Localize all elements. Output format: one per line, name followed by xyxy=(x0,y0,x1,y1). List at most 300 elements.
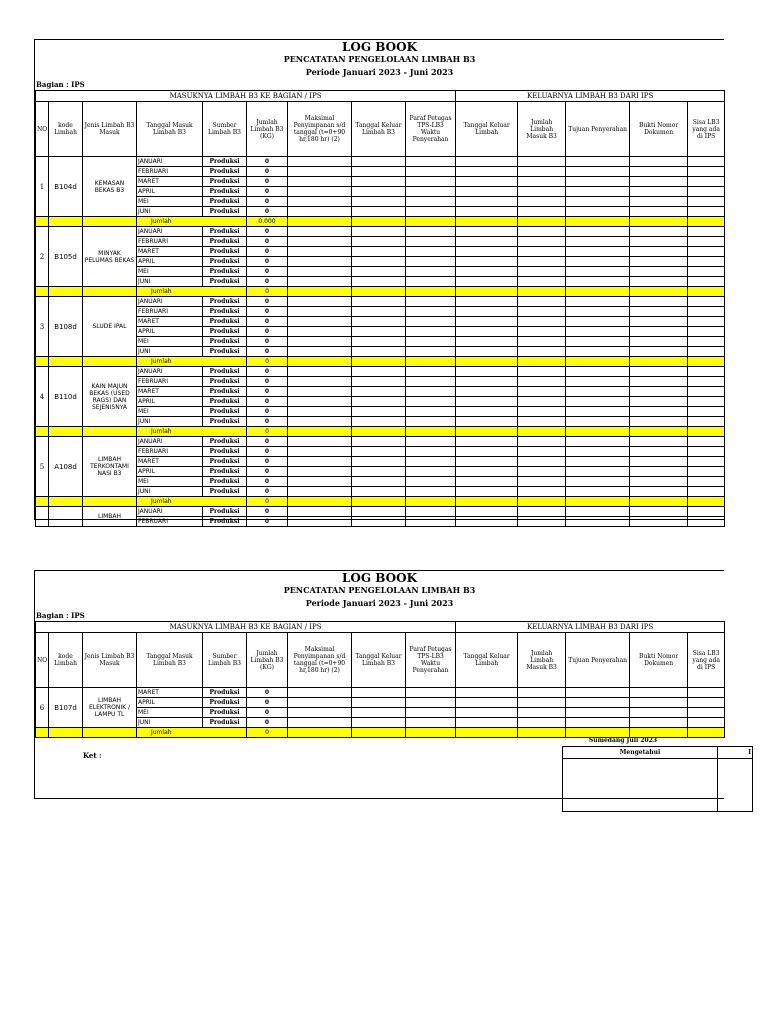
empty-cell xyxy=(352,247,406,257)
empty-cell xyxy=(456,337,518,347)
empty-cell xyxy=(83,427,137,437)
empty-cell xyxy=(518,437,566,447)
empty-cell xyxy=(456,287,518,297)
empty-cell xyxy=(518,377,566,387)
empty-cell xyxy=(456,197,518,207)
empty-cell xyxy=(406,287,456,297)
empty-cell xyxy=(456,698,518,708)
table-row xyxy=(36,157,725,167)
empty-cell xyxy=(566,257,630,267)
empty-cell xyxy=(288,347,352,357)
total-row xyxy=(36,217,725,227)
empty-cell xyxy=(456,377,518,387)
empty-cell xyxy=(352,347,406,357)
empty-cell xyxy=(406,297,456,307)
column-header: kode Limbah xyxy=(49,633,83,688)
empty-cell xyxy=(518,397,566,407)
source-cell: Produksi xyxy=(203,377,247,387)
empty-cell xyxy=(566,387,630,397)
empty-cell xyxy=(630,367,688,377)
quantity-cell: 0 xyxy=(247,167,288,177)
empty-cell xyxy=(456,507,518,517)
empty-cell xyxy=(688,708,725,718)
total-label: Jumlah xyxy=(137,217,247,227)
month-cell: FEBRUARI xyxy=(137,237,203,247)
empty-cell xyxy=(456,157,518,167)
empty-cell xyxy=(518,307,566,317)
table-row xyxy=(36,507,725,517)
empty-cell xyxy=(566,217,630,227)
empty-cell xyxy=(518,387,566,397)
table-row xyxy=(36,277,725,287)
empty-cell xyxy=(630,457,688,467)
source-cell: Produksi xyxy=(203,477,247,487)
table-row xyxy=(36,327,725,337)
empty-cell xyxy=(406,487,456,497)
source-cell: Produksi xyxy=(203,397,247,407)
group-in-header: MASUKNYA LIMBAH B3 KE BAGIAN / IPS xyxy=(36,91,456,102)
source-cell: Produksi xyxy=(203,467,247,477)
month-cell: FEBRUARI xyxy=(137,447,203,457)
item-number: 6 xyxy=(36,688,49,728)
column-header-row xyxy=(36,102,725,157)
empty-cell xyxy=(288,257,352,267)
empty-cell xyxy=(688,357,725,367)
empty-cell xyxy=(566,327,630,337)
waste-type: LIMBAH xyxy=(83,507,137,527)
empty-cell xyxy=(566,197,630,207)
empty-cell xyxy=(688,698,725,708)
month-cell: MEI xyxy=(137,197,203,207)
quantity-cell: 0 xyxy=(247,247,288,257)
quantity-cell: 0 xyxy=(247,157,288,167)
source-cell: Produksi xyxy=(203,367,247,377)
empty-cell xyxy=(456,167,518,177)
empty-cell xyxy=(352,287,406,297)
empty-cell xyxy=(566,497,630,507)
empty-cell xyxy=(406,728,456,738)
empty-cell xyxy=(518,507,566,517)
empty-cell xyxy=(406,267,456,277)
empty-cell xyxy=(456,447,518,457)
source-cell: Produksi xyxy=(203,447,247,457)
waste-code: B108d xyxy=(49,297,83,357)
empty-cell xyxy=(456,207,518,217)
column-header: Tanggal Keluar Limbah B3 xyxy=(352,102,406,157)
empty-cell xyxy=(566,708,630,718)
empty-cell xyxy=(352,507,406,517)
month-cell: JANUARI xyxy=(137,507,203,517)
empty-cell xyxy=(630,337,688,347)
empty-cell xyxy=(566,397,630,407)
empty-cell xyxy=(518,517,566,527)
month-cell: MARET xyxy=(137,457,203,467)
table-row xyxy=(36,317,725,327)
empty-cell xyxy=(352,477,406,487)
quantity-cell: 0 xyxy=(247,517,288,527)
empty-cell xyxy=(288,417,352,427)
empty-cell xyxy=(406,307,456,317)
empty-cell xyxy=(566,427,630,437)
waste-code: A108d xyxy=(49,437,83,497)
empty-cell xyxy=(49,217,83,227)
empty-cell xyxy=(288,197,352,207)
empty-cell xyxy=(518,367,566,377)
empty-cell xyxy=(352,237,406,247)
source-cell: Produksi xyxy=(203,698,247,708)
empty-cell xyxy=(630,227,688,237)
empty-cell xyxy=(630,417,688,427)
empty-cell xyxy=(518,157,566,167)
empty-cell xyxy=(566,688,630,698)
empty-cell xyxy=(456,317,518,327)
empty-cell xyxy=(456,497,518,507)
empty-cell xyxy=(288,157,352,167)
empty-cell xyxy=(688,417,725,427)
empty-cell xyxy=(518,227,566,237)
empty-cell xyxy=(352,207,406,217)
empty-cell xyxy=(406,277,456,287)
table-row xyxy=(36,267,725,277)
empty-cell xyxy=(688,197,725,207)
group-out-header: KELUARNYA LIMBAH B3 DARI IPS xyxy=(456,622,725,633)
empty-cell xyxy=(566,507,630,517)
item-number: 1 xyxy=(36,157,49,217)
column-header: Tanggal Masuk Limbah B3 xyxy=(137,633,203,688)
empty-cell xyxy=(406,457,456,467)
empty-cell xyxy=(288,237,352,247)
empty-cell xyxy=(406,477,456,487)
empty-cell xyxy=(456,397,518,407)
column-header: Jumlah Limbah Masuk B3 xyxy=(518,102,566,157)
empty-cell xyxy=(566,417,630,427)
empty-cell xyxy=(630,167,688,177)
table-row xyxy=(36,377,725,387)
empty-cell xyxy=(566,447,630,457)
logbook-title: LOG BOOK xyxy=(341,571,418,585)
empty-cell xyxy=(518,257,566,267)
empty-cell xyxy=(518,427,566,437)
empty-cell xyxy=(406,227,456,237)
empty-cell xyxy=(518,728,566,738)
empty-cell xyxy=(406,708,456,718)
month-cell: MARET xyxy=(137,387,203,397)
source-cell: Produksi xyxy=(203,257,247,267)
empty-cell xyxy=(518,457,566,467)
empty-cell xyxy=(688,718,725,728)
table-row xyxy=(36,177,725,187)
empty-cell xyxy=(352,307,406,317)
logbook-table xyxy=(35,621,725,738)
column-header-row xyxy=(36,633,725,688)
waste-code: B107d xyxy=(49,688,83,728)
quantity-cell: 0 xyxy=(247,437,288,447)
table-row xyxy=(36,187,725,197)
empty-cell xyxy=(518,337,566,347)
empty-cell xyxy=(688,207,725,217)
empty-cell xyxy=(352,227,406,237)
empty-cell xyxy=(352,467,406,477)
empty-cell xyxy=(352,407,406,417)
empty-cell xyxy=(406,447,456,457)
waste-code: B105d xyxy=(49,227,83,287)
empty-cell xyxy=(688,297,725,307)
table-row xyxy=(36,247,725,257)
empty-cell xyxy=(566,177,630,187)
empty-cell xyxy=(518,357,566,367)
sign-box xyxy=(718,759,753,812)
column-header: Jumlah Limbah Masuk B3 xyxy=(518,633,566,688)
column-header: Sisa LB3 yang ada di IPS xyxy=(688,102,725,157)
empty-cell xyxy=(566,247,630,257)
empty-cell xyxy=(630,217,688,227)
empty-cell xyxy=(288,698,352,708)
empty-cell xyxy=(566,307,630,317)
empty-cell xyxy=(518,197,566,207)
empty-cell xyxy=(406,317,456,327)
empty-cell xyxy=(406,397,456,407)
empty-cell xyxy=(456,457,518,467)
empty-cell xyxy=(288,327,352,337)
empty-cell xyxy=(688,267,725,277)
item-number xyxy=(36,507,49,527)
empty-cell xyxy=(49,357,83,367)
table-row xyxy=(36,487,725,497)
empty-cell xyxy=(688,367,725,377)
empty-cell xyxy=(566,437,630,447)
empty-cell xyxy=(688,227,725,237)
quantity-cell: 0 xyxy=(247,347,288,357)
empty-cell xyxy=(352,487,406,497)
empty-cell xyxy=(566,317,630,327)
empty-cell xyxy=(630,437,688,447)
column-header: Tanggal Keluar Limbah xyxy=(456,633,518,688)
empty-cell xyxy=(456,187,518,197)
empty-cell xyxy=(566,337,630,347)
table-row xyxy=(36,307,725,317)
empty-cell xyxy=(688,237,725,247)
empty-cell xyxy=(36,357,49,367)
empty-cell xyxy=(49,287,83,297)
empty-cell xyxy=(406,217,456,227)
empty-cell xyxy=(288,317,352,327)
empty-cell xyxy=(352,267,406,277)
empty-cell xyxy=(688,437,725,447)
empty-cell xyxy=(352,357,406,367)
total-row xyxy=(36,357,725,367)
empty-cell xyxy=(352,437,406,447)
empty-cell xyxy=(566,287,630,297)
empty-cell xyxy=(288,497,352,507)
empty-cell xyxy=(288,247,352,257)
month-cell: APRIL xyxy=(137,327,203,337)
empty-cell xyxy=(630,718,688,728)
logbook-table xyxy=(35,90,725,527)
empty-cell xyxy=(406,157,456,167)
empty-cell xyxy=(630,317,688,327)
empty-cell xyxy=(83,728,137,738)
source-cell: Produksi xyxy=(203,417,247,427)
empty-cell xyxy=(688,427,725,437)
month-cell: APRIL xyxy=(137,257,203,267)
table-row xyxy=(36,708,725,718)
empty-cell xyxy=(456,347,518,357)
empty-cell xyxy=(352,327,406,337)
empty-cell xyxy=(456,487,518,497)
empty-cell xyxy=(688,447,725,457)
empty-cell xyxy=(688,287,725,297)
empty-cell xyxy=(518,497,566,507)
source-cell: Produksi xyxy=(203,167,247,177)
sign-label-2: I xyxy=(718,747,753,759)
empty-cell xyxy=(456,417,518,427)
empty-cell xyxy=(288,267,352,277)
item-number: 5 xyxy=(36,437,49,497)
source-cell: Produksi xyxy=(203,197,247,207)
table-row xyxy=(36,437,725,447)
empty-cell xyxy=(688,497,725,507)
empty-cell xyxy=(352,217,406,227)
empty-cell xyxy=(630,327,688,337)
empty-cell xyxy=(630,477,688,487)
empty-cell xyxy=(456,407,518,417)
empty-cell xyxy=(566,347,630,357)
empty-cell xyxy=(352,417,406,427)
empty-cell xyxy=(288,207,352,217)
empty-cell xyxy=(352,718,406,728)
table-row xyxy=(36,227,725,237)
month-cell: FEBRUARI xyxy=(137,167,203,177)
empty-cell xyxy=(688,247,725,257)
empty-cell xyxy=(630,447,688,457)
empty-cell xyxy=(352,277,406,287)
table-row xyxy=(36,688,725,698)
waste-type: LIMBAH TERKONTAMI NASI B3 xyxy=(83,437,137,497)
month-cell: JANUARI xyxy=(137,227,203,237)
empty-cell xyxy=(406,407,456,417)
source-cell: Produksi xyxy=(203,187,247,197)
empty-cell xyxy=(49,427,83,437)
source-cell: Produksi xyxy=(203,407,247,417)
empty-cell xyxy=(456,517,518,527)
total-row xyxy=(36,497,725,507)
quantity-cell: 0 xyxy=(247,387,288,397)
quantity-cell: 0 xyxy=(247,457,288,467)
empty-cell xyxy=(288,337,352,347)
empty-cell xyxy=(288,437,352,447)
empty-cell xyxy=(688,517,725,527)
month-cell: MARET xyxy=(137,317,203,327)
sign-label: Mengetahui xyxy=(563,747,718,759)
empty-cell xyxy=(406,187,456,197)
empty-cell xyxy=(518,237,566,247)
table-row xyxy=(36,337,725,347)
source-cell: Produksi xyxy=(203,437,247,447)
column-header: kode Limbah xyxy=(49,102,83,157)
quantity-cell: 0 xyxy=(247,507,288,517)
empty-cell xyxy=(688,467,725,477)
empty-cell xyxy=(352,377,406,387)
empty-cell xyxy=(518,688,566,698)
empty-cell xyxy=(288,718,352,728)
empty-cell xyxy=(566,377,630,387)
empty-cell xyxy=(352,177,406,187)
column-header: Paraf Petugas TPS-LB3 Waktu Penyerahan xyxy=(406,633,456,688)
empty-cell xyxy=(406,437,456,447)
total-row xyxy=(36,287,725,297)
empty-cell xyxy=(518,347,566,357)
empty-cell xyxy=(288,287,352,297)
logbook-page-1 xyxy=(34,39,724,525)
bagian-label: Bagian : IPS xyxy=(36,611,85,620)
empty-cell xyxy=(630,247,688,257)
month-cell: MARET xyxy=(137,247,203,257)
empty-cell xyxy=(83,497,137,507)
empty-cell xyxy=(566,407,630,417)
quantity-cell: 0 xyxy=(247,367,288,377)
empty-cell xyxy=(352,157,406,167)
quantity-cell: 0 xyxy=(247,277,288,287)
empty-cell xyxy=(288,187,352,197)
ket-label: Ket : xyxy=(83,751,102,760)
logbook-subtitle: PENCATATAN PENGELOLAAN LIMBAH B3 xyxy=(283,585,476,595)
logbook-period: Periode Januari 2023 - Juni 2023 xyxy=(305,67,454,77)
empty-cell xyxy=(288,357,352,367)
empty-cell xyxy=(518,287,566,297)
quantity-cell: 0 xyxy=(247,257,288,267)
source-cell: Produksi xyxy=(203,517,247,527)
month-cell: JUNI xyxy=(137,487,203,497)
empty-cell xyxy=(352,337,406,347)
empty-cell xyxy=(456,718,518,728)
column-header: Tanggal Keluar Limbah xyxy=(456,102,518,157)
empty-cell xyxy=(406,427,456,437)
signature-area xyxy=(562,736,751,812)
empty-cell xyxy=(352,197,406,207)
quantity-cell: 0 xyxy=(247,177,288,187)
month-cell: MEI xyxy=(137,337,203,347)
empty-cell xyxy=(688,347,725,357)
empty-cell xyxy=(518,487,566,497)
empty-cell xyxy=(288,457,352,467)
empty-cell xyxy=(630,307,688,317)
empty-cell xyxy=(406,507,456,517)
empty-cell xyxy=(83,217,137,227)
empty-cell xyxy=(456,217,518,227)
waste-code: B110d xyxy=(49,367,83,427)
empty-cell xyxy=(518,297,566,307)
empty-cell xyxy=(352,447,406,457)
empty-cell xyxy=(518,277,566,287)
quantity-cell: 0 xyxy=(247,407,288,417)
total-label: Jumlah xyxy=(137,728,247,738)
empty-cell xyxy=(352,387,406,397)
empty-cell xyxy=(406,688,456,698)
empty-cell xyxy=(688,487,725,497)
logbook-period: Periode Januari 2023 - Juni 2023 xyxy=(305,598,454,608)
item-number: 3 xyxy=(36,297,49,357)
empty-cell xyxy=(630,177,688,187)
empty-cell xyxy=(566,157,630,167)
empty-cell xyxy=(288,517,352,527)
empty-cell xyxy=(406,417,456,427)
month-cell: FEBRUARI xyxy=(137,377,203,387)
quantity-cell: 0 xyxy=(247,447,288,457)
source-cell: Produksi xyxy=(203,157,247,167)
empty-cell xyxy=(288,688,352,698)
empty-cell xyxy=(352,187,406,197)
empty-cell xyxy=(406,367,456,377)
